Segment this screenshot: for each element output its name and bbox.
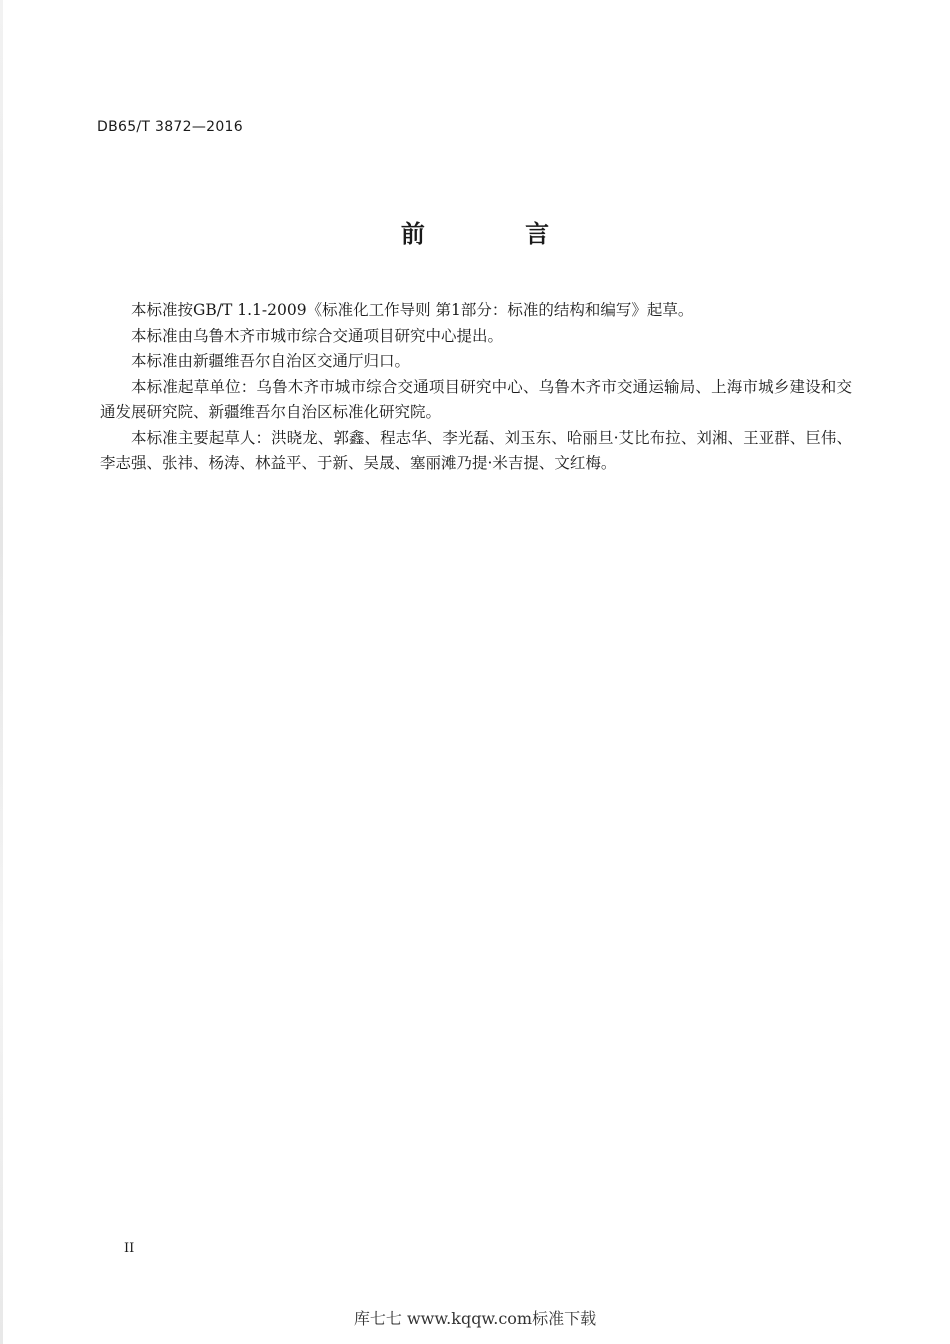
paragraph-centralized-by: 本标准由新疆维吾尔自治区交通厅归口。 (131, 352, 411, 370)
standard-code: DB65/T 3872—2016 (97, 119, 243, 135)
page-number: II (124, 1241, 135, 1256)
foreword-body (100, 298, 852, 477)
paragraph-drafting-units: 本标准起草单位：乌鲁木齐市城市综合交通项目研究中心、乌鲁木齐市交通运输局、上海市城乡建设和交通发展研究院、新疆维吾尔自治区标准化研究院。 (100, 377, 852, 421)
footer-watermark: 库七七 www.kqqw.com标准下载 (353, 1309, 597, 1328)
paragraph-drafting-rules: 本标准按GB/T 1.1-2009《标准化工作导则 第1部分：标准的结构和编写》起草。 (131, 301, 694, 319)
page-title: 前 言 (400, 220, 596, 248)
paragraph-proposer: 本标准由乌鲁木齐市城市综合交通项目研究中心提出。 (131, 326, 504, 345)
paragraph-main-drafters: 本标准主要起草人：洪晓龙、郭鑫、程志华、李光磊、刘玉东、哈丽旦·艾比布拉、刘湘、王亚群、巨伟、李志强、张祎、杨涛、林益平、于新、吴晟、塞丽滩乃提·米吉提、文红梅。 (100, 428, 852, 472)
scan-edge (0, 0, 3, 1344)
